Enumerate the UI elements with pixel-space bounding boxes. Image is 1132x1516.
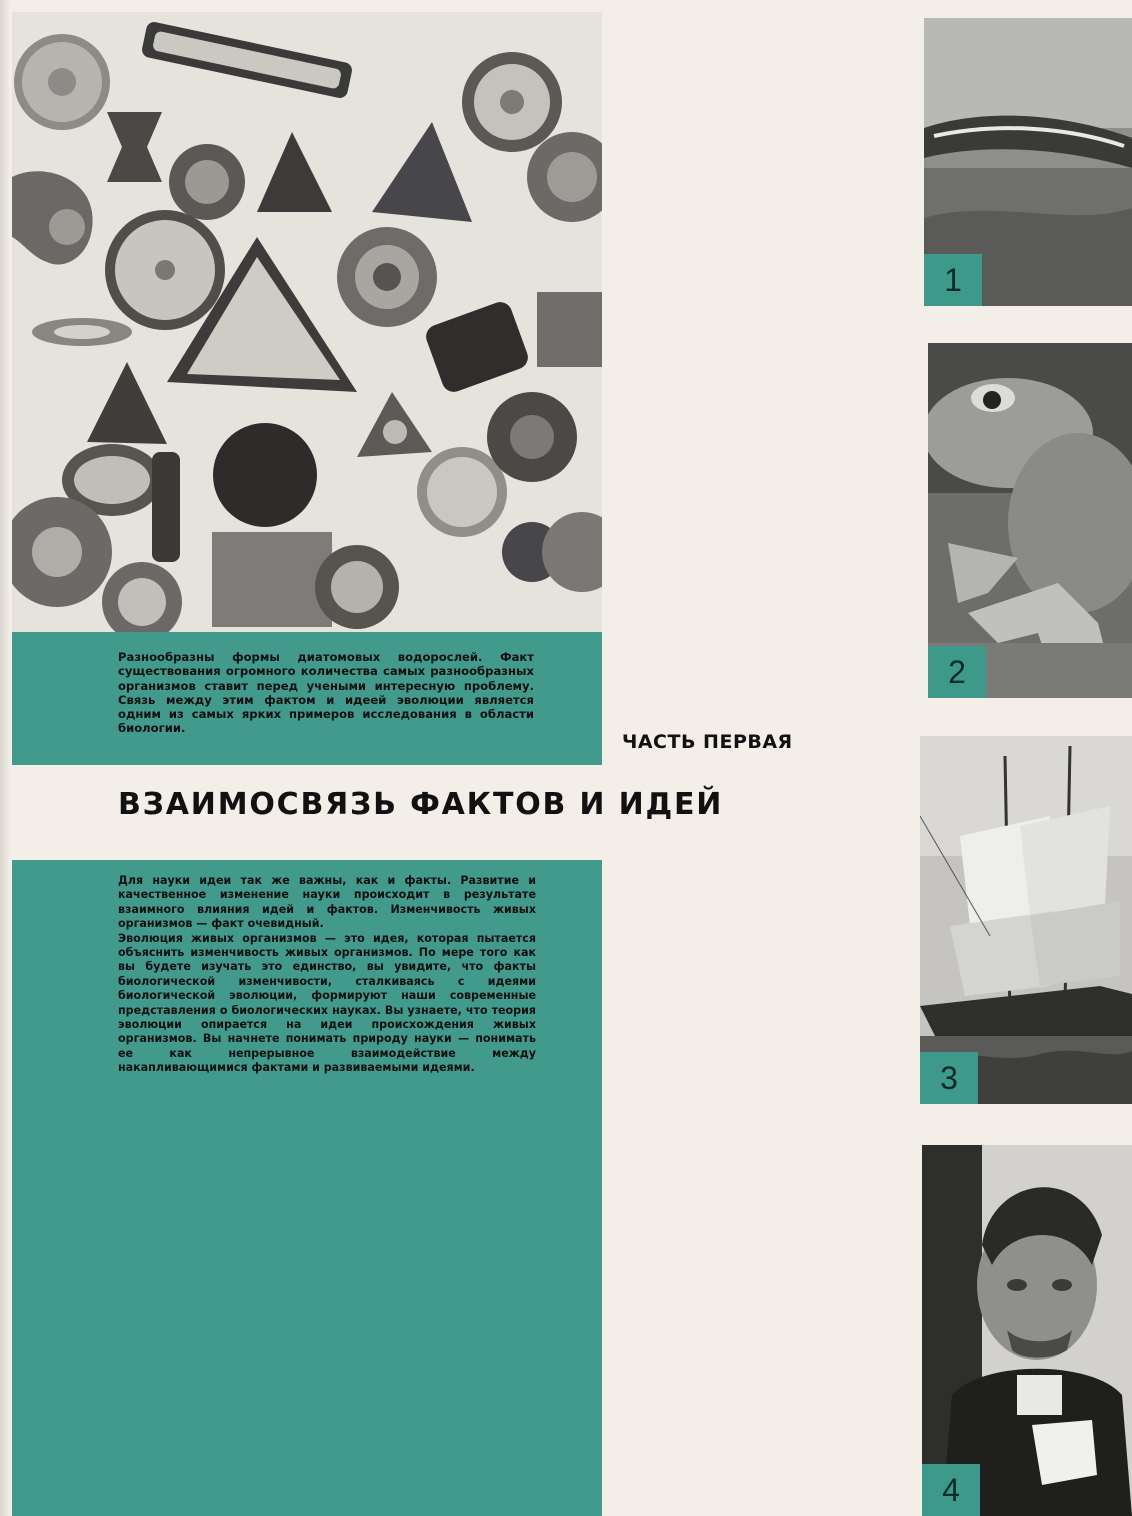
figure-caption: Разнообразны формы диатомовых водорослей. Факт существования огромного количества самых разнообразных организмов ставит перед учеными интересную проблему. Связь между этим фактом и идеей эволюции является одним из самых ярких примеров исследования в области биологии. xyxy=(118,650,534,736)
body-paragraph-1: Для науки идеи так же важны, как и факты. Развитие и качественное изменение науки происходит в результате взаимного влияния идей и фактов. Изменчивость живых организмов — факт очевидный. xyxy=(118,874,536,931)
ship-illustration xyxy=(920,736,1132,1104)
photo-number-3: 3 xyxy=(920,1052,978,1104)
portrait-illustration xyxy=(922,1145,1132,1516)
photo-number-4: 4 xyxy=(922,1464,980,1516)
caption-box xyxy=(12,632,602,765)
body-text xyxy=(118,874,536,1076)
frog-illustration xyxy=(928,343,1132,698)
photo-number-1: 1 xyxy=(924,254,982,306)
diatoms-photo xyxy=(12,12,602,632)
portrait-photo xyxy=(922,1145,1132,1516)
diatoms-illustration xyxy=(12,12,602,632)
frog-photo xyxy=(928,343,1132,698)
landscape-photo xyxy=(924,18,1132,306)
page-gutter xyxy=(0,0,10,1516)
body-paragraph-2: Эволюция живых организмов — это идея, которая пытается объяснить изменчивость живых организмов. По мере того как вы будете изучать это единство, вы увидите, что факты биологической изменчивости, сталкиваясь с идеями биологической эволюции, формируют наши современные представления о биологических науках. Вы узнаете, что теория эволюции опирается на идеи происхождения живых организмов. Вы начнете понимать природу науки — понимать ее как непрерывное взаимодействие между накапливающимися фактами и развиваемыми идеями. xyxy=(118,931,536,1075)
sailing-ship-photo xyxy=(920,736,1132,1104)
page-title: ВЗАИМОСВЯЗЬ ФАКТОВ И ИДЕЙ xyxy=(118,787,724,822)
body-box xyxy=(12,860,602,1516)
photo-number-2: 2 xyxy=(928,646,986,698)
part-label: ЧАСТЬ ПЕРВАЯ xyxy=(622,731,793,753)
